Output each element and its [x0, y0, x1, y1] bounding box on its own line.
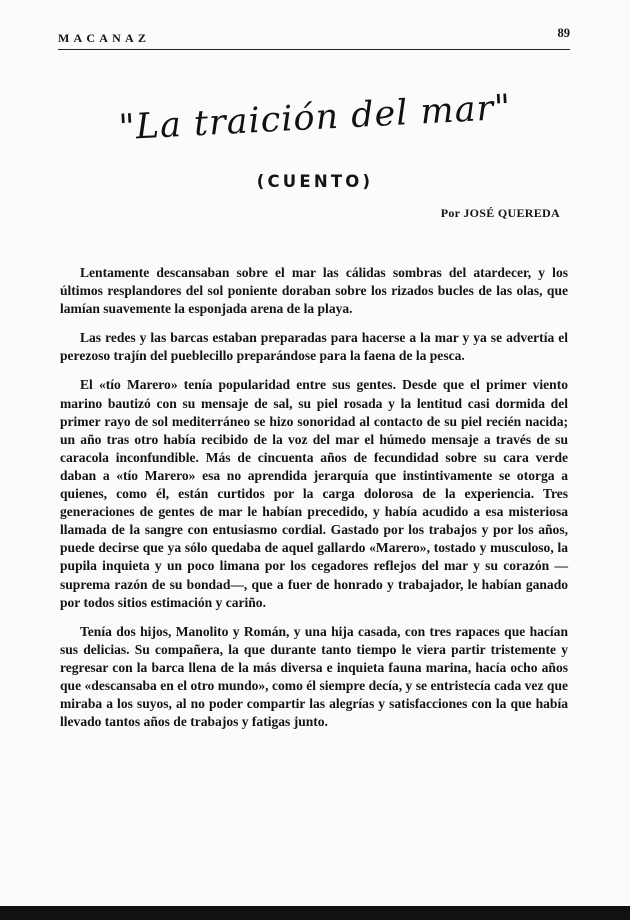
paragraph: Tenía dos hijos, Manolito y Román, y una hija casada, con tres rapaces que hacían sus delicias. Su compañera, la que durante tanto tiempo le viera partir tristemente y regresar con la barca llena de la más diversa e inquieta fauna marina, hacía ocho años que «descansaba en el otro mundo», como él siempre decía, y se entristecía cada vez que miraba a los suyos, al no poder compartir las alegrías y satisfacciones con la que había llevado tantos años de trabajos y fatigas junto.	[60, 623, 568, 730]
page-number: 89	[557, 26, 570, 40]
header-rule	[58, 49, 570, 50]
story-subtitle: (CUENTO)	[256, 172, 374, 191]
scan-bottom-edge	[0, 906, 630, 920]
paragraph: Las redes y las barcas estaban preparadas para hacerse a la mar y ya se advertía el perezoso trajín del pueblecillo preparándose para la faena de la pesca.	[60, 330, 568, 364]
paragraph: Lentamente descansaban sobre el mar las cálidas sombras del atardecer, y los últimos resplandores del sol poniente doraban sobre los rizados bucles de las olas, que lamían suavemente la esponjada arena de la playa.	[60, 265, 568, 317]
story-title: "La traición del mar"	[117, 87, 513, 149]
story-body	[60, 264, 568, 742]
paragraph: El «tío Marero» tenía popularidad entre sus gentes. Desde que el primer viento marino bautizó con su mensaje de sal, su piel rosada y la lentitud casi dormida del primer rayo de sol mediterráneo se hizo sonoridad al contacto de su piel recién nacida; un año tras otro había recibido de la voz del mar el húmedo mensaje a través de su caracola inconfundible. Más de cincuenta años de fecundidad sobre su cara verde daban a «tío Marero» esa no aprendida jerarquía que instintivamente se otorga a quienes, como él, están curtidos por la carga dolorosa de la experiencia. Tres generaciones de gentes de mar le habían precedido, y había acudido a esa misteriosa llamada de la sangre con entusiasmo cordial. Gastado por los trabajos y por los años, puede decirse que ya sólo quedaba de aquel gallardo «Marero», tostado y musculoso, la pupila inquieta y un poco limana por los cegadores reflejos del mar y su corazón —suprema razón de su bondad—, que a fuer de honrado y trabajador, le habían ganado por todos sitios estimación y cariño.	[60, 377, 568, 610]
magazine-name: MACANAZ	[58, 31, 151, 45]
author-byline: Por JOSÉ QUEREDA	[440, 206, 560, 220]
running-header	[58, 26, 570, 49]
